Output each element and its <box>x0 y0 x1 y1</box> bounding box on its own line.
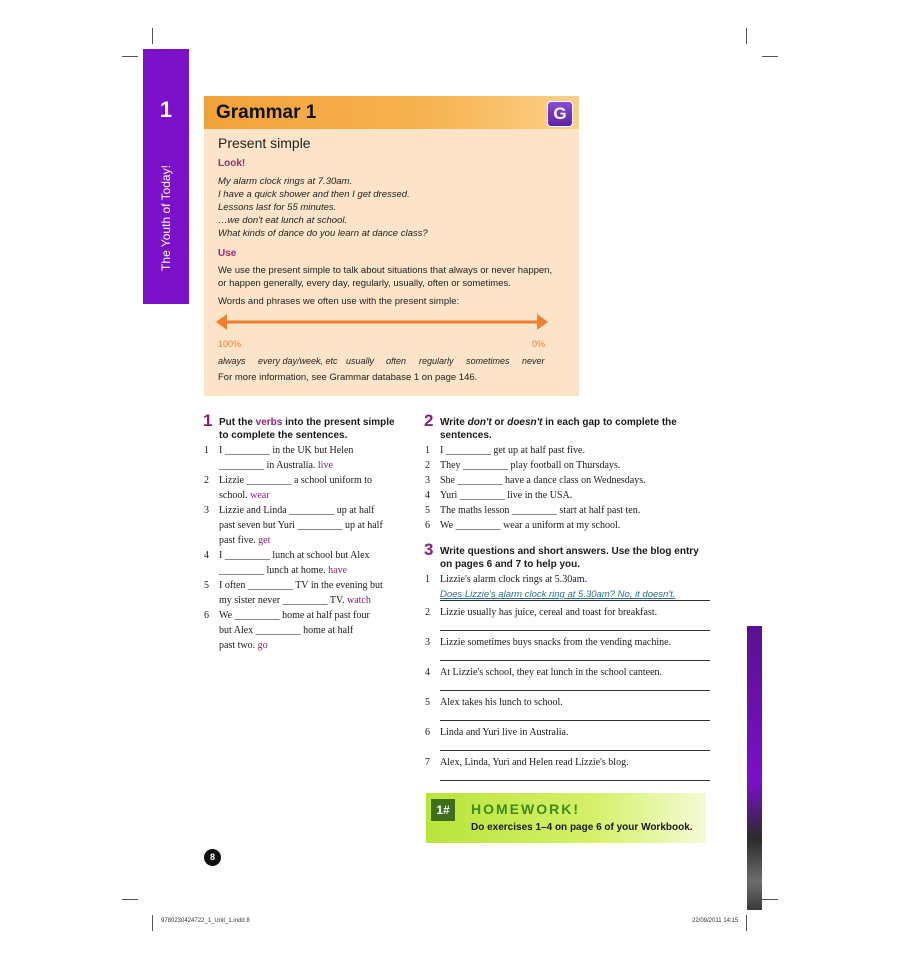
look-label: Look! <box>218 158 246 169</box>
frequency-word: every day/week, etc <box>258 356 338 366</box>
verb-hint: live <box>317 460 333 471</box>
crop-mark <box>122 56 138 57</box>
unit-side-tab <box>143 49 189 304</box>
percent-right: 0% <box>532 339 546 349</box>
use-text: We use the present simple to talk about situations that always or never happen, <box>218 265 553 276</box>
answer-line <box>440 600 710 601</box>
page-number: 8 <box>204 849 221 866</box>
answer-line <box>440 750 710 751</box>
verb-hint: have <box>328 565 348 576</box>
exercise-1-number: 1 <box>203 411 213 430</box>
footer-date: 22/09/2011 14:15 <box>692 918 739 924</box>
crop-mark <box>152 28 153 44</box>
unit-number: 1 <box>159 97 173 122</box>
use-label: Use <box>218 248 237 259</box>
verb-hint: go <box>257 640 268 651</box>
crop-mark <box>762 899 778 900</box>
answer-line <box>440 630 710 631</box>
look-line: My alarm clock rings at 7.30am. <box>218 176 353 187</box>
exercise-3-number: 3 <box>424 540 434 559</box>
frequency-word: never <box>522 356 545 366</box>
answer-line <box>440 690 710 691</box>
frequency-word: regularly <box>419 356 454 366</box>
verb-hint: wear <box>250 490 270 501</box>
frequency-word: usually <box>346 356 375 366</box>
look-line: I have a quick shower and then I get dressed. <box>218 189 410 200</box>
exercise-1-instruction: Put the verbs into the present simple to complete the sentences. <box>219 417 395 441</box>
crop-mark <box>122 899 138 900</box>
frequency-word: often <box>386 356 407 366</box>
frequency-word: sometimes <box>466 356 510 366</box>
next-page-edge <box>747 626 762 910</box>
answer-line <box>440 780 710 781</box>
grammar-title: Grammar 1 <box>216 102 317 123</box>
crop-mark <box>746 28 747 44</box>
grammar-badge-icon: G <box>547 101 573 127</box>
unit-title: The Youth of Today! <box>159 165 173 271</box>
exercise-3-instruction: Write questions and short answers. Use the blog entry on pages 6 and 7 to help you. <box>440 546 699 570</box>
crop-mark <box>762 56 778 57</box>
grammar-subtitle: Present simple <box>218 135 311 151</box>
example-answer: Does Lizzie's alarm clock ring at 5.30am? No, it doesn't. <box>440 589 676 600</box>
answer-line <box>440 660 710 661</box>
verb-hint: get <box>258 535 271 546</box>
percent-left: 100% <box>218 339 242 349</box>
homework-icon: 1# <box>431 799 455 821</box>
grammar-header <box>204 96 579 129</box>
look-line: What kinds of dance do you learn at dance class? <box>218 228 428 239</box>
look-line: …we don't eat lunch at school. <box>218 215 348 226</box>
more-info: For more information, see Grammar database 1 on page 146. <box>218 372 478 383</box>
verb-hint: watch <box>346 595 371 606</box>
grammar-box <box>204 96 579 396</box>
answer-line <box>440 720 710 721</box>
homework-text: Do exercises 1–4 on page 6 of your Workbook. <box>471 822 693 833</box>
crop-mark <box>746 915 747 931</box>
exercise-2-number: 2 <box>424 411 434 430</box>
use-text: or happen generally, every day, regularly, usually, often or sometimes. <box>218 278 511 289</box>
homework-title: HOMEWORK! <box>471 801 580 817</box>
homework-banner <box>426 793 706 843</box>
frequency-arrow-icon <box>214 311 550 333</box>
phrases-intro: Words and phrases we often use with the present simple: <box>218 296 460 307</box>
footer-file: 9780230424722_1_Unit_1.indd 8 <box>161 918 250 924</box>
frequency-word: always <box>218 356 246 366</box>
exercise-2-instruction: Write don't or doesn't in each gap to complete the sentences. <box>440 417 677 441</box>
look-line: Lessons last for 55 minutes. <box>218 202 337 213</box>
crop-mark <box>152 915 153 931</box>
